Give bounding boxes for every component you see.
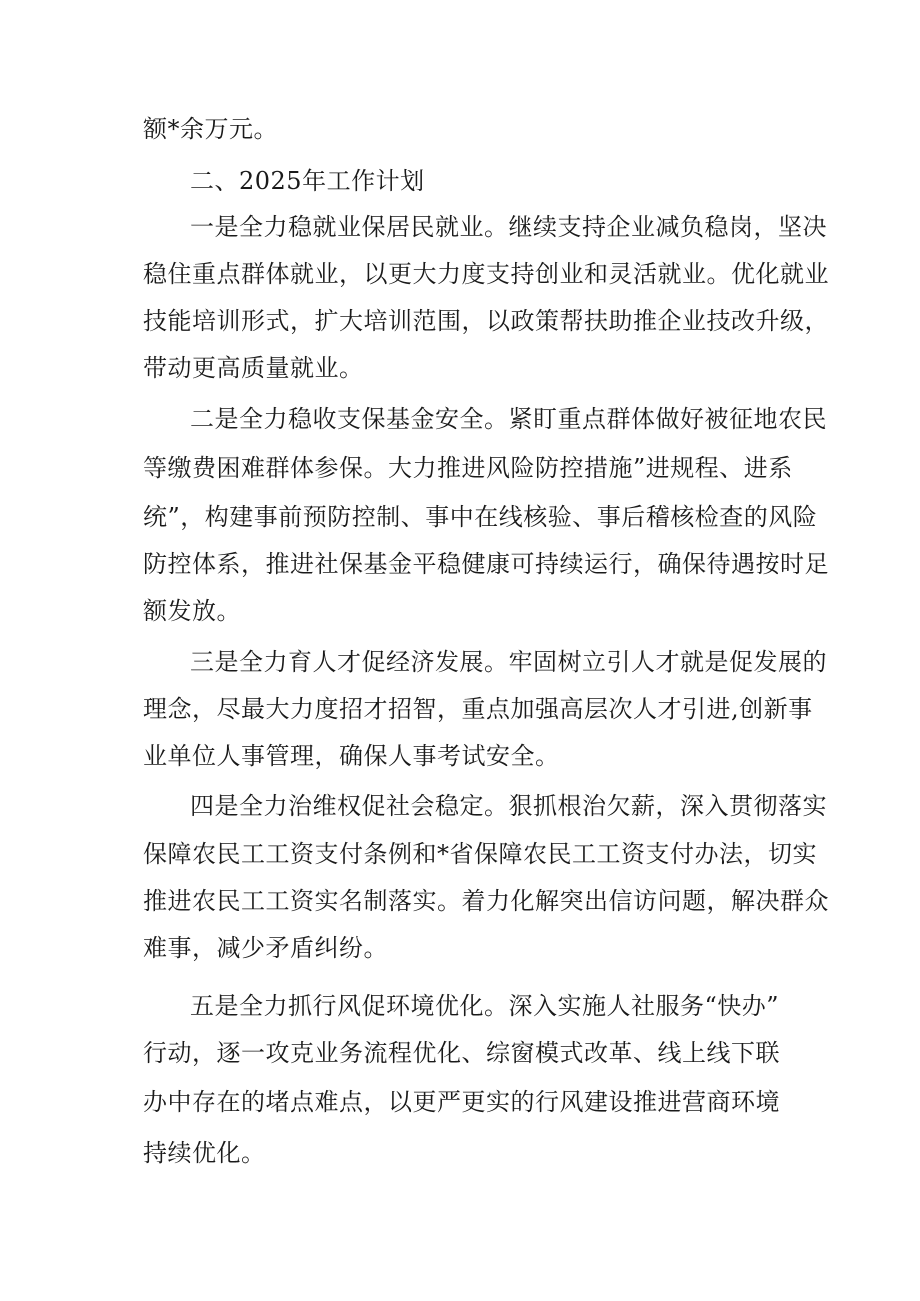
- text-line-13: 理念，尽最大力度招才招智，重点加强高层次人才引进,创新事: [143, 695, 813, 723]
- text-line-7: 二是全力稳收支保基金安全。紧盯重点群体做好被征地农民: [190, 405, 827, 433]
- text-line-5: 技能培训形式，扩大培训范围，以政策帮扶助推企业技改升级，: [143, 307, 829, 335]
- text-line-16: 保障农民工工资支付条例和*省保障农民工工资支付办法，切实: [143, 840, 817, 868]
- text-line-6: 带动更高质量就业。: [143, 354, 364, 382]
- text-line-4: 稳住重点群体就业，以更大力度支持创业和灵活就业。优化就业: [143, 260, 829, 288]
- text-line-8: 等缴费困难群体参保。大力推进风险防控措施”进规程、进系: [143, 454, 793, 482]
- text-line-9: 统”，构建事前预防控制、事中在线核验、事后稽核检查的风险: [143, 503, 818, 531]
- text-line-11: 额发放。: [143, 597, 241, 625]
- text-line-22: 持续优化。: [143, 1139, 266, 1167]
- text-line-10: 防控体系，推进社保基金平稳健康可持续运行，确保待遇按时足: [143, 550, 829, 578]
- text-line-3: 一是全力稳就业保居民就业。继续支持企业减负稳岗，坚决: [190, 213, 827, 241]
- text-line-20: 行动，逐一攻克业务流程优化、综窗模式改革、线上线下联: [143, 1039, 780, 1067]
- section-heading: 二、2025年工作计划: [190, 167, 425, 195]
- text-line-15: 四是全力治维权促社会稳定。狠抓根治欠薪，深入贯彻落实: [190, 792, 827, 820]
- text-line-21: 办中存在的堵点难点，以更严更实的行风建设推进营商环境: [143, 1088, 780, 1116]
- text-line-12: 三是全力育人才促经济发展。牢固树立引人才就是促发展的: [190, 648, 827, 676]
- text-line-18: 难事，减少矛盾纠纷。: [143, 934, 388, 962]
- text-line-14: 业单位人事管理，确保人事考试安全。: [143, 742, 560, 770]
- text-line-17: 推进农民工工资实名制落实。着力化解突出信访问题，解决群众: [143, 887, 829, 915]
- text-line-19: 五是全力抓行风促环境优化。深入实施人社服务“快办”: [190, 992, 780, 1020]
- text-line-1: 额*余万元。: [143, 115, 278, 143]
